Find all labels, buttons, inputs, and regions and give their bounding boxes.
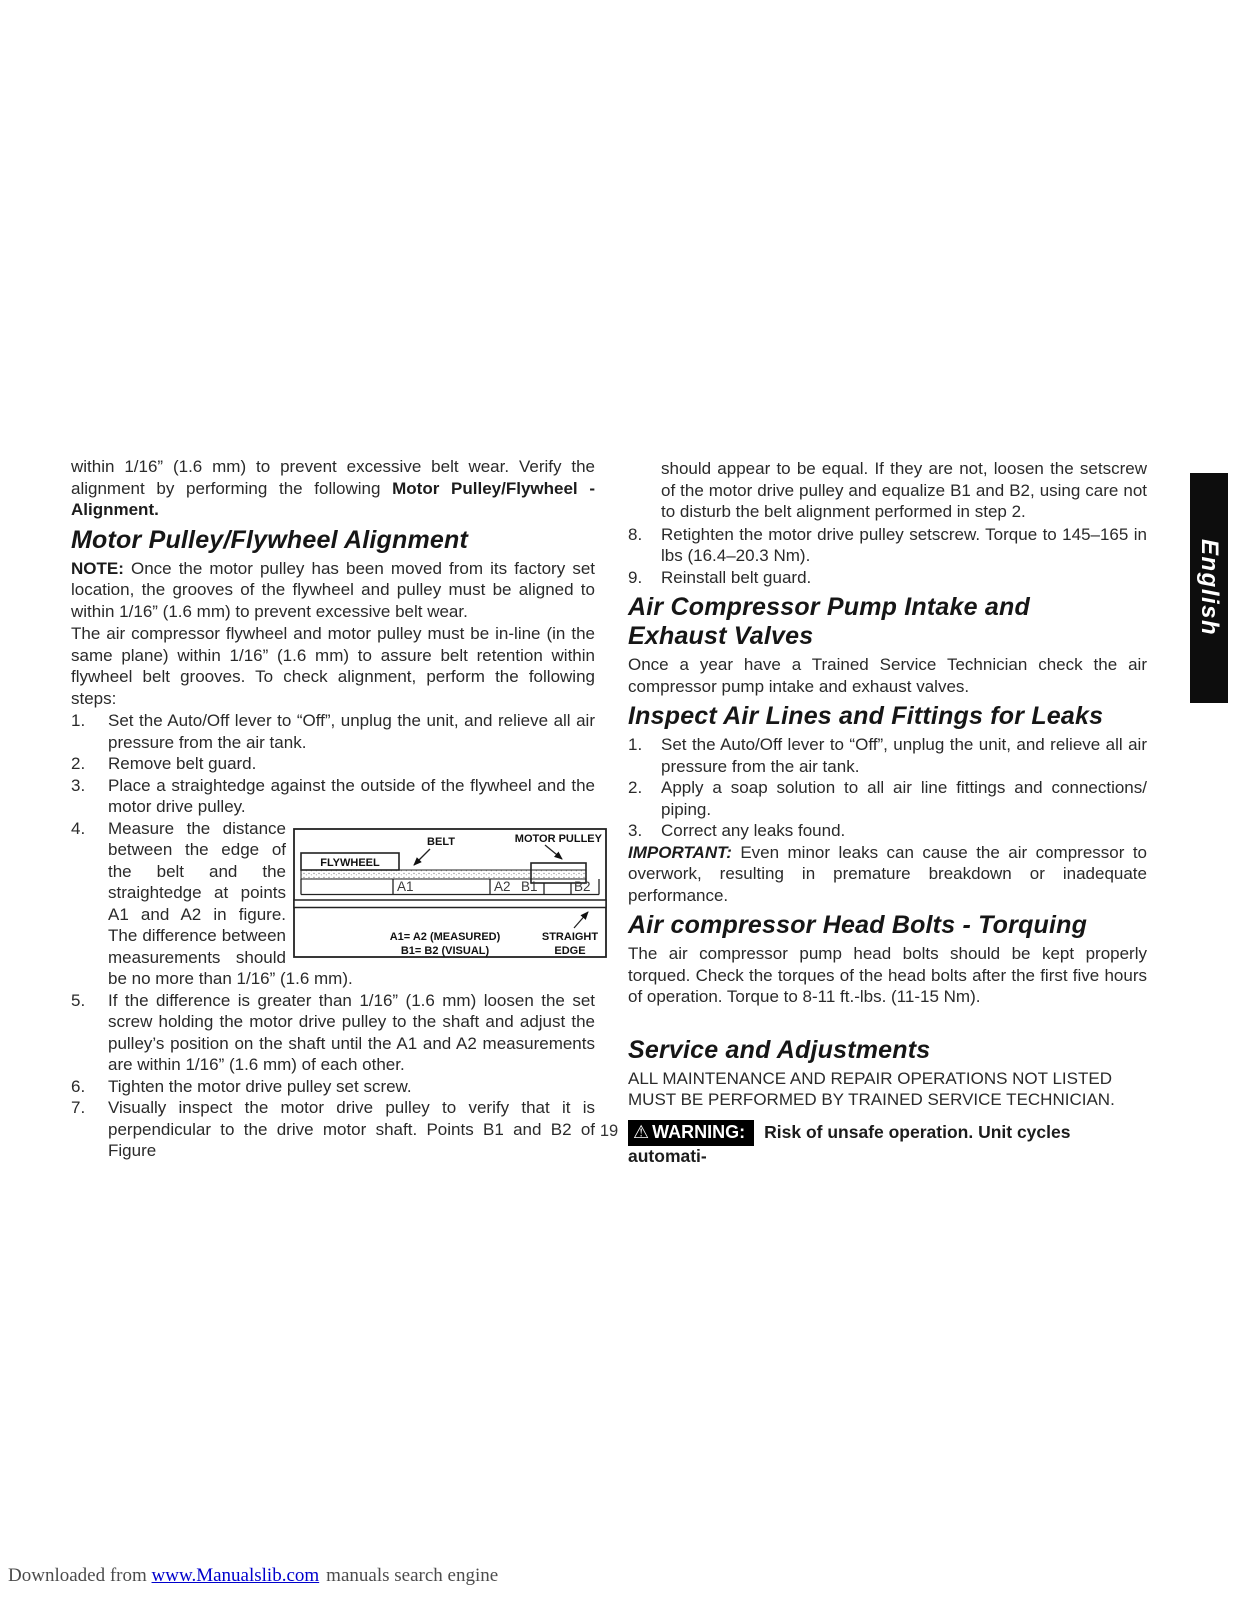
step-text: If the difference is greater than 1/16” (1.6 mm) loosen the set screw holding the motor drive pulley to the shaft and adjust the pulley’s position on the shaft until the A1 and A2 measurements are within 1/16” (1.6 mm) of each other. xyxy=(108,990,595,1074)
step-number: 2. xyxy=(628,778,643,797)
intro-paragraph xyxy=(71,456,595,521)
point-b1-label: B1 xyxy=(521,878,538,894)
straightedge-bar xyxy=(294,900,606,908)
heading-pump-intake-exhaust-valves: Air Compressor Pump Intake and Exhaust Valves xyxy=(628,593,1030,650)
list-item xyxy=(628,524,1147,567)
heading-head-bolts-torquing: Air compressor Head Bolts - Torquing xyxy=(628,911,1088,939)
step-number: 1. xyxy=(71,711,86,730)
note-paragraph xyxy=(71,558,595,623)
visual-equation-label: B1= B2 (VISUAL) xyxy=(400,944,490,957)
step-number: 6. xyxy=(71,1076,86,1096)
warning-text: Risk of unsafe operation. Unit cycles automati- xyxy=(628,1121,1071,1166)
page-number: 19 xyxy=(599,1122,619,1140)
left-column xyxy=(71,456,602,1162)
step-number: 4. xyxy=(71,818,86,838)
list-item xyxy=(628,567,1147,589)
list-item xyxy=(71,753,595,775)
warning-badge-label: WARNING: xyxy=(652,1121,746,1142)
heading-motor-pulley-alignment: Motor Pulley/Flywheel Alignment xyxy=(71,525,468,554)
list-item xyxy=(628,777,1147,820)
list-item xyxy=(628,734,1147,777)
step-number: 9. xyxy=(628,567,643,587)
leak-steps-list xyxy=(628,734,1147,842)
pump-valves-paragraph: Once a year have a Trained Service Technician check the air compressor pump intake and exhaust valves. xyxy=(628,655,1147,696)
step-number: 3. xyxy=(628,821,643,840)
straightedge-label-line1: STRAIGHT xyxy=(541,930,599,943)
step-text: Apply a soap solution to all air line fittings and connections/ piping. xyxy=(661,778,1147,819)
straightedge-label-line2: EDGE xyxy=(554,944,586,957)
step-number: 5. xyxy=(71,990,86,1010)
alignment-paragraph: The air compressor flywheel and motor pulley must be in-line (in the same plane) within 1/16” (1.6 mm) to assure belt retention within flywheel belt grooves. To check alignment, perform the following steps: xyxy=(71,624,595,708)
note-label: NOTE: xyxy=(71,558,124,578)
step-text: Visually inspect the motor drive pulley to verify that it is perpendicular to the drive motor shaft. Points B1 and B2 of Figure xyxy=(108,1098,595,1160)
heading-service-and-adjustments: Service and Adjustments xyxy=(628,1035,931,1064)
list-item xyxy=(71,710,595,753)
head-bolts-paragraph: The air compressor pump head bolts should be kept properly torqued. Check the torques of the head bolts after the first five hours of operation. Torque to 8-11 ft.-lbs. (11-15 Nm). xyxy=(628,944,1147,1006)
step-text: Remove belt guard. xyxy=(108,754,257,773)
important-label: IMPORTANT: xyxy=(628,842,732,862)
point-a1-label: A1 xyxy=(397,878,414,894)
belt-shape xyxy=(301,870,586,879)
list-item xyxy=(71,775,595,818)
flywheel-label: FLYWHEEL xyxy=(320,856,380,869)
step7-continuation-paragraph: should appear to be equal. If they are not, loosen the setscrew of the motor drive pulley and equalize B1 and B2, using care not to disturb the belt alignment performed in step 2. xyxy=(661,459,1147,521)
language-tab-english xyxy=(1190,473,1228,703)
footer xyxy=(8,1565,498,1587)
list-item xyxy=(71,1076,595,1098)
step-text: Correct any leaks found. xyxy=(661,821,846,840)
service-notice-paragraph: ALL MAINTENANCE AND REPAIR OPERATIONS NOT LISTED MUST BE PERFORMED BY TRAINED SERVICE TECHNICIAN. xyxy=(628,1068,1115,1109)
note-text: Once the motor pulley has been moved from its factory set location, the grooves of the flywheel and pulley must be aligned to within 1/16” (1.6 mm) to prevent excessive belt wear. xyxy=(71,558,595,621)
intro-text: within 1/16” (1.6 mm) to prevent excessive belt wear. Verify the alignment by performing the following xyxy=(71,457,595,498)
step-text: Place a straightedge against the outside of the flywheel and the motor drive pulley. xyxy=(108,775,595,816)
footer-prefix: Downloaded from xyxy=(8,1565,152,1586)
list-item xyxy=(71,818,602,990)
step-text: Measure the distance between the edge of the belt and the straightedge at points A1 and A2 in figure. The difference between measurements should be no more than 1/16” (1.6 mm). xyxy=(108,818,353,988)
belt-label: BELT xyxy=(427,835,455,848)
step-text: Set the Auto/Off lever to “Off”, unplug the unit, and relieve all air pressure from the air tank. xyxy=(661,735,1147,776)
step-text: Tighten the motor drive pulley set screw. xyxy=(108,1076,412,1096)
important-text: Even minor leaks can cause the air compressor to overwork, resulting in premature breakdown or inadequate performance. xyxy=(628,842,1147,905)
point-a2-label: A2 xyxy=(494,878,511,894)
pulley-alignment-figure xyxy=(293,828,607,958)
step-number: 1. xyxy=(628,735,643,754)
step-number: 8. xyxy=(628,524,643,544)
language-tab-label: English xyxy=(1196,539,1223,637)
alignment-steps-list xyxy=(71,710,602,1162)
point-b2-label: B2 xyxy=(574,878,591,894)
motor-pulley-label: MOTOR PULLEY xyxy=(514,832,602,845)
right-column xyxy=(628,458,1147,1185)
intro-bold-reference: Motor Pulley/Flywheel - Alignment. xyxy=(71,478,595,519)
step-text: Reinstall belt guard. xyxy=(661,567,812,587)
list-item xyxy=(71,990,595,1076)
step-number: 3. xyxy=(71,775,86,795)
step-text-with-figure xyxy=(108,818,602,990)
step-number: 2. xyxy=(71,754,86,773)
measured-equation-label: A1= A2 (MEASURED) xyxy=(389,930,501,943)
step-text: Set the Auto/Off lever to “Off”, unplug the unit, and relieve all air pressure from the air tank. xyxy=(108,711,595,752)
warning-icon: ⚠ xyxy=(633,1121,650,1142)
manualslib-link[interactable]: www.Manualslib.com xyxy=(151,1565,320,1586)
heading-inspect-air-lines: Inspect Air Lines and Fittings for Leaks xyxy=(628,702,1104,730)
footer-suffix: manuals search engine xyxy=(326,1565,499,1586)
step-number: 7. xyxy=(71,1098,86,1117)
list-item xyxy=(628,820,1147,842)
important-paragraph xyxy=(628,842,1147,907)
step-text: Retighten the motor drive pulley setscrew. Torque to 145–165 in lbs (16.4–20.3 Nm). xyxy=(661,524,1147,565)
